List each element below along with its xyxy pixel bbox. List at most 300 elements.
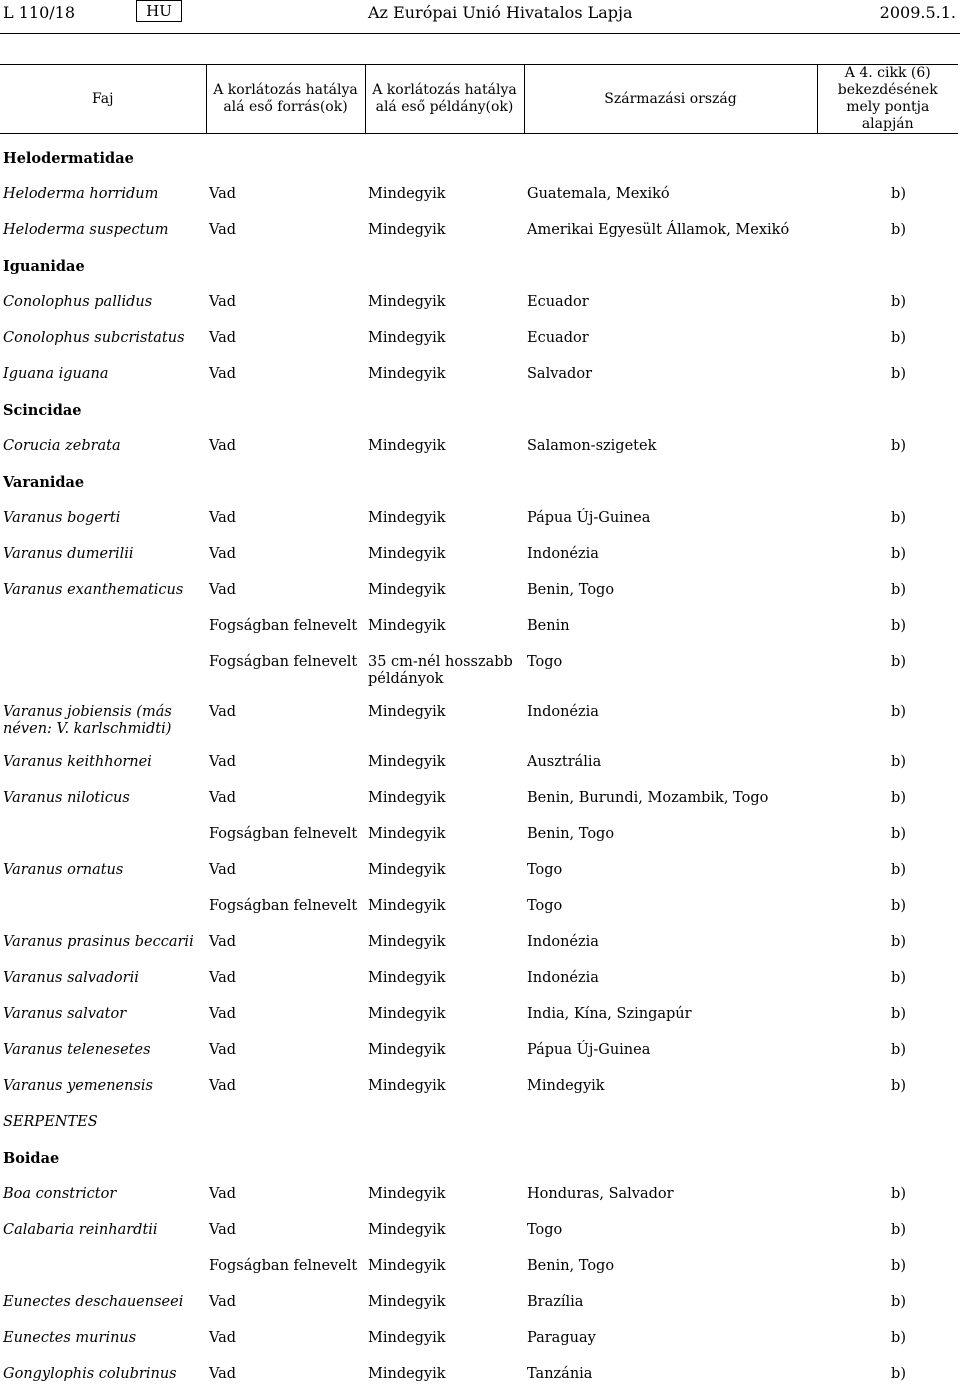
country-text: Benin, Burundi, Mozambik, Togo: [527, 789, 769, 806]
article-point-text: b): [891, 329, 906, 346]
language-badge: HU: [136, 0, 182, 22]
species-table: [0, 64, 958, 1386]
source-cell: [206, 810, 365, 846]
source-text: Vad: [209, 221, 237, 238]
article-point-text: b): [891, 581, 906, 598]
article-point-cell: [817, 170, 958, 206]
empty-cell: [817, 242, 958, 278]
species-cell: [0, 494, 206, 530]
species-text: Conolophus pallidus: [3, 293, 153, 310]
species-cell: [0, 170, 206, 206]
specimens-text: Mindegyik: [368, 753, 446, 770]
country-cell: [524, 1278, 817, 1314]
article-point-text: b): [891, 1257, 906, 1274]
species-text: Conolophus subcristatus: [3, 329, 185, 346]
specimens-cell: [365, 1278, 524, 1314]
country-cell: [524, 1170, 817, 1206]
specimens-cell: [365, 494, 524, 530]
specimens-cell: [365, 278, 524, 314]
species-cell: [0, 882, 206, 918]
empty-cell: [817, 134, 958, 170]
source-text: Fogságban felnevelt: [209, 825, 358, 842]
source-text: Vad: [209, 753, 237, 770]
article-point-text: b): [891, 293, 906, 310]
specimens-text: 35 cm-nél hosszabb példányok: [368, 653, 513, 687]
specimens-cell: [365, 1242, 524, 1278]
family-label: Helodermatidae: [3, 150, 134, 167]
species-cell: [0, 1314, 206, 1350]
species-text: Corucia zebrata: [3, 437, 121, 454]
article-point-text: b): [891, 1293, 906, 1310]
specimens-text: Mindegyik: [368, 581, 446, 598]
source-cell: [206, 1206, 365, 1242]
source-cell: [206, 638, 365, 688]
family-row: [0, 134, 958, 170]
species-cell: [0, 1026, 206, 1062]
source-cell: [206, 954, 365, 990]
species-cell: [0, 206, 206, 242]
header-divider: [0, 33, 960, 34]
country-text: Brazília: [527, 1293, 584, 1310]
article-point-text: b): [891, 545, 906, 562]
table-row: [0, 206, 958, 242]
country-cell: [524, 846, 817, 882]
column-header-source: A korlátozás hatálya alá eső forrás(ok): [206, 65, 365, 134]
specimens-cell: [365, 990, 524, 1026]
source-cell: [206, 494, 365, 530]
species-text: [3, 882, 202, 898]
table-row: [0, 738, 958, 774]
empty-cell: [524, 1098, 817, 1134]
table-row: [0, 566, 958, 602]
specimens-cell: [365, 350, 524, 386]
specimens-text: Mindegyik: [368, 1041, 446, 1058]
country-text: Indonézia: [527, 703, 599, 720]
article-point-text: b): [891, 753, 906, 770]
article-point-text: b): [891, 969, 906, 986]
source-text: Fogságban felnevelt: [209, 897, 358, 914]
country-cell: [524, 774, 817, 810]
empty-cell: [206, 242, 365, 278]
article-point-cell: [817, 1206, 958, 1242]
article-point-text: b): [891, 1185, 906, 1202]
article-point-text: b): [891, 437, 906, 454]
country-text: Indonézia: [527, 969, 599, 986]
source-text: Vad: [209, 1041, 237, 1058]
specimens-text: Mindegyik: [368, 437, 446, 454]
specimens-cell: [365, 206, 524, 242]
country-text: Benin, Togo: [527, 581, 615, 598]
specimens-text: Mindegyik: [368, 1257, 446, 1274]
species-cell: [0, 638, 206, 688]
specimens-cell: [365, 170, 524, 206]
specimens-cell: [365, 882, 524, 918]
species-text: Varanus jobiensis (más néven: V. karlschmidti): [3, 703, 172, 737]
article-point-text: b): [891, 185, 906, 202]
publication-date: 2009.5.1.: [879, 3, 956, 22]
specimens-cell: [365, 1170, 524, 1206]
country-cell: [524, 494, 817, 530]
column-header-article-point: A 4. cikk (6) bekezdésének mely pontja alapján: [817, 65, 958, 134]
empty-cell: [365, 386, 524, 422]
specimens-text: Mindegyik: [368, 1005, 446, 1022]
article-point-text: b): [891, 933, 906, 950]
table-header: [0, 65, 958, 134]
country-text: Benin: [527, 617, 570, 634]
specimens-text: Mindegyik: [368, 897, 446, 914]
empty-cell: [206, 134, 365, 170]
source-cell: [206, 170, 365, 206]
species-cell: [0, 1206, 206, 1242]
country-text: Pápua Új-Guinea: [527, 1041, 651, 1058]
empty-cell: [365, 134, 524, 170]
species-text: Varanus prasinus beccarii: [3, 933, 194, 950]
country-cell: [524, 206, 817, 242]
table-row: [0, 882, 958, 918]
article-point-cell: [817, 774, 958, 810]
species-cell: [0, 422, 206, 458]
column-header-specimens: A korlátozás hatálya alá eső példány(ok): [365, 65, 524, 134]
country-text: Honduras, Salvador: [527, 1185, 674, 1202]
empty-cell: [817, 458, 958, 494]
source-text: Fogságban felnevelt: [209, 653, 358, 670]
article-point-text: b): [891, 1221, 906, 1238]
article-point-cell: [817, 954, 958, 990]
country-cell: [524, 350, 817, 386]
source-text: Vad: [209, 509, 237, 526]
source-cell: [206, 206, 365, 242]
species-cell: [0, 350, 206, 386]
table-row: [0, 846, 958, 882]
species-cell: [0, 314, 206, 350]
specimens-text: Mindegyik: [368, 789, 446, 806]
article-point-cell: [817, 530, 958, 566]
species-text: Boa constrictor: [3, 1185, 117, 1202]
source-text: Vad: [209, 437, 237, 454]
table-row: [0, 688, 958, 738]
species-cell: [0, 566, 206, 602]
source-cell: [206, 990, 365, 1026]
specimens-cell: [365, 566, 524, 602]
specimens-text: Mindegyik: [368, 221, 446, 238]
specimens-text: Mindegyik: [368, 703, 446, 720]
country-cell: [524, 1206, 817, 1242]
article-point-text: b): [891, 509, 906, 526]
country-cell: [524, 954, 817, 990]
article-point-cell: [817, 638, 958, 688]
country-text: Paraguay: [527, 1329, 596, 1346]
table-row: [0, 1314, 958, 1350]
article-point-text: b): [891, 1365, 906, 1382]
article-point-cell: [817, 1278, 958, 1314]
species-cell: [0, 774, 206, 810]
specimens-text: Mindegyik: [368, 1221, 446, 1238]
table-row: [0, 1350, 958, 1386]
source-text: Vad: [209, 969, 237, 986]
country-cell: [524, 990, 817, 1026]
article-point-cell: [817, 278, 958, 314]
specimens-text: Mindegyik: [368, 509, 446, 526]
family-label: Boidae: [3, 1149, 60, 1167]
country-cell: [524, 1242, 817, 1278]
country-cell: [524, 1314, 817, 1350]
specimens-cell: [365, 1062, 524, 1098]
species-text: Varanus niloticus: [3, 789, 130, 806]
specimens-cell: [365, 918, 524, 954]
empty-cell: [524, 386, 817, 422]
country-cell: [524, 1350, 817, 1386]
country-text: Mindegyik: [527, 1077, 605, 1094]
family-label-cell: [0, 134, 206, 170]
country-text: Pápua Új-Guinea: [527, 509, 651, 526]
country-cell: [524, 530, 817, 566]
empty-cell: [817, 1098, 958, 1134]
species-text: Heloderma horridum: [3, 185, 159, 202]
column-header-country: Származási ország: [524, 65, 817, 134]
species-text: Eunectes deschauenseei: [3, 1293, 184, 1310]
table-row: [0, 278, 958, 314]
species-cell: [0, 1170, 206, 1206]
country-cell: [524, 602, 817, 638]
specimens-text: Mindegyik: [368, 969, 446, 986]
source-text: Vad: [209, 365, 237, 382]
article-point-cell: [817, 918, 958, 954]
source-cell: [206, 738, 365, 774]
table-row: [0, 1062, 958, 1098]
specimens-text: Mindegyik: [368, 933, 446, 950]
species-text: Varanus bogerti: [3, 509, 121, 526]
country-cell: [524, 882, 817, 918]
specimens-text: Mindegyik: [368, 861, 446, 878]
source-text: Vad: [209, 1005, 237, 1022]
species-text: Eunectes murinus: [3, 1329, 137, 1346]
article-point-cell: [817, 738, 958, 774]
country-cell: [524, 738, 817, 774]
article-point-cell: [817, 1026, 958, 1062]
article-point-text: b): [891, 617, 906, 634]
source-text: Vad: [209, 789, 237, 806]
table-row: [0, 422, 958, 458]
source-text: Vad: [209, 545, 237, 562]
article-point-text: b): [891, 861, 906, 878]
empty-cell: [524, 134, 817, 170]
table-row: [0, 954, 958, 990]
article-point-cell: [817, 602, 958, 638]
order-label: SERPENTES: [3, 1113, 98, 1130]
country-cell: [524, 810, 817, 846]
specimens-cell: [365, 1350, 524, 1386]
family-label-cell: [0, 242, 206, 278]
species-text: Varanus keithhornei: [3, 753, 152, 770]
source-cell: [206, 1242, 365, 1278]
family-row: [0, 1134, 958, 1170]
article-point-text: b): [891, 1329, 906, 1346]
article-point-cell: [817, 688, 958, 738]
family-label-cell: [0, 386, 206, 422]
country-text: Ecuador: [527, 293, 589, 310]
source-text: Fogságban felnevelt: [209, 1257, 358, 1274]
country-text: Ecuador: [527, 329, 589, 346]
family-label-cell: [0, 1134, 206, 1170]
article-point-cell: [817, 350, 958, 386]
source-text: Vad: [209, 329, 237, 346]
country-cell: [524, 566, 817, 602]
source-cell: [206, 688, 365, 738]
country-text: Indonézia: [527, 933, 599, 950]
article-point-cell: [817, 990, 958, 1026]
country-text: Indonézia: [527, 545, 599, 562]
source-text: Vad: [209, 861, 237, 878]
specimens-text: Mindegyik: [368, 185, 446, 202]
empty-cell: [365, 1098, 524, 1134]
country-cell: [524, 170, 817, 206]
specimens-text: Mindegyik: [368, 1185, 446, 1202]
country-text: Togo: [527, 653, 563, 670]
species-text: Calabaria reinhardtii: [3, 1221, 158, 1238]
table-row: [0, 1026, 958, 1062]
specimens-cell: [365, 846, 524, 882]
source-cell: [206, 350, 365, 386]
species-cell: [0, 530, 206, 566]
specimens-text: Mindegyik: [368, 293, 446, 310]
source-text: Vad: [209, 1077, 237, 1094]
species-cell: [0, 738, 206, 774]
specimens-cell: [365, 1314, 524, 1350]
empty-cell: [206, 1134, 365, 1170]
country-text: Benin, Togo: [527, 825, 615, 842]
empty-cell: [365, 458, 524, 494]
country-text: Tanzánia: [527, 1365, 593, 1382]
column-header-species: Faj: [0, 65, 206, 134]
specimens-cell: [365, 738, 524, 774]
species-cell: [0, 846, 206, 882]
source-text: Vad: [209, 933, 237, 950]
table-row: [0, 314, 958, 350]
country-cell: [524, 1062, 817, 1098]
source-cell: [206, 530, 365, 566]
page-header: [0, 0, 960, 26]
species-text: [3, 810, 202, 826]
source-cell: [206, 566, 365, 602]
empty-cell: [524, 458, 817, 494]
source-text: Vad: [209, 1221, 237, 1238]
family-row: [0, 458, 958, 494]
source-cell: [206, 1278, 365, 1314]
species-text: Varanus exanthematicus: [3, 581, 184, 598]
species-cell: [0, 990, 206, 1026]
source-text: Vad: [209, 1365, 237, 1382]
family-label: Scincidae: [3, 401, 82, 419]
table-row: [0, 170, 958, 206]
source-cell: [206, 1350, 365, 1386]
specimens-cell: [365, 774, 524, 810]
country-text: Togo: [527, 897, 563, 914]
article-point-cell: [817, 1350, 958, 1386]
article-point-text: b): [891, 1005, 906, 1022]
source-text: Vad: [209, 581, 237, 598]
country-text: Ausztrália: [527, 753, 602, 770]
source-cell: [206, 314, 365, 350]
order-label-cell: [0, 1098, 206, 1134]
source-cell: [206, 774, 365, 810]
empty-cell: [524, 1134, 817, 1170]
country-cell: [524, 918, 817, 954]
article-point-cell: [817, 1170, 958, 1206]
specimens-text: Mindegyik: [368, 617, 446, 634]
article-point-text: b): [891, 789, 906, 806]
source-text: Vad: [209, 1185, 237, 1202]
specimens-text: Mindegyik: [368, 1077, 446, 1094]
empty-cell: [817, 386, 958, 422]
table-row: [0, 350, 958, 386]
article-point-cell: [817, 314, 958, 350]
table-row: [0, 638, 958, 688]
source-cell: [206, 422, 365, 458]
source-cell: [206, 1026, 365, 1062]
species-text: Heloderma suspectum: [3, 221, 169, 238]
species-cell: [0, 954, 206, 990]
specimens-text: Mindegyik: [368, 825, 446, 842]
table-row: [0, 530, 958, 566]
species-cell: [0, 1278, 206, 1314]
source-text: Vad: [209, 185, 237, 202]
source-cell: [206, 602, 365, 638]
country-text: Togo: [527, 861, 563, 878]
species-cell: [0, 278, 206, 314]
country-cell: [524, 314, 817, 350]
table-row: [0, 1278, 958, 1314]
specimens-cell: [365, 422, 524, 458]
journal-title: Az Európai Unió Hivatalos Lapja: [368, 3, 633, 22]
article-point-text: b): [891, 1041, 906, 1058]
article-point-cell: [817, 1242, 958, 1278]
source-cell: [206, 918, 365, 954]
country-cell: [524, 688, 817, 738]
source-text: Vad: [209, 1329, 237, 1346]
empty-cell: [817, 1134, 958, 1170]
source-cell: [206, 278, 365, 314]
article-point-cell: [817, 810, 958, 846]
specimens-text: Mindegyik: [368, 1293, 446, 1310]
species-text: Gongylophis colubrinus: [3, 1365, 177, 1382]
country-text: Amerikai Egyesült Államok, Mexikó: [527, 221, 790, 238]
order-row: [0, 1098, 958, 1134]
source-cell: [206, 1170, 365, 1206]
empty-cell: [524, 242, 817, 278]
empty-cell: [365, 242, 524, 278]
empty-cell: [365, 1134, 524, 1170]
article-point-text: b): [891, 703, 906, 720]
species-cell: [0, 602, 206, 638]
article-point-cell: [817, 846, 958, 882]
article-point-cell: [817, 494, 958, 530]
country-text: Togo: [527, 1221, 563, 1238]
country-text: India, Kína, Szingapúr: [527, 1005, 692, 1022]
article-point-text: b): [891, 897, 906, 914]
country-cell: [524, 1026, 817, 1062]
page-reference: L 110/18: [3, 3, 75, 22]
article-point-text: b): [891, 653, 906, 670]
country-cell: [524, 422, 817, 458]
country-text: Benin, Togo: [527, 1257, 615, 1274]
specimens-text: Mindegyik: [368, 1329, 446, 1346]
specimens-cell: [365, 954, 524, 990]
species-text: Varanus yemenensis: [3, 1077, 153, 1094]
source-text: Fogságban felnevelt: [209, 617, 358, 634]
species-text: Varanus salvator: [3, 1005, 127, 1022]
species-cell: [0, 918, 206, 954]
table-row: [0, 1242, 958, 1278]
